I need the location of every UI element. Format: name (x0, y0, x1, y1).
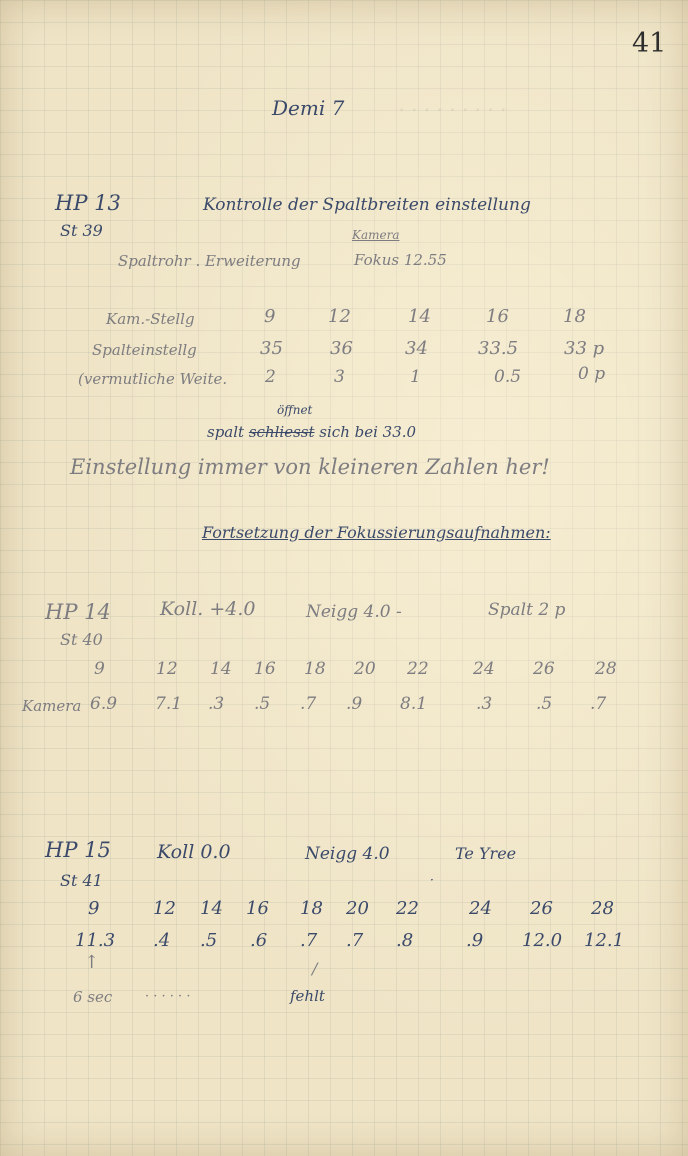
hp13-left-note: Spaltrohr . Erweiterung (118, 252, 301, 270)
hp15-label: HP 15 (45, 838, 111, 862)
hp13-cell: 35 (260, 338, 283, 359)
hp14-value: 6.9 (90, 694, 118, 714)
page-number: 41 (632, 28, 667, 59)
hp15-bottom-dots: · · · · · · (145, 989, 191, 1004)
hp14-row-label: Kamera (22, 697, 82, 715)
hp14-value: .5 (254, 694, 271, 714)
hp13-cell: 16 (486, 306, 509, 327)
hp15-value: 12.1 (584, 930, 625, 951)
hp14-position: 26 (533, 659, 555, 679)
hp14-position: 22 (407, 659, 429, 679)
hp13-cell: 12 (328, 306, 351, 327)
hp13-note (207, 425, 416, 440)
hp13-cell: 0.5 (494, 367, 522, 387)
hp14-position: 12 (156, 659, 178, 679)
hp15-param: Koll 0.0 (157, 841, 231, 863)
header-note: Demi 7 (272, 96, 345, 120)
hp14-position: 18 (304, 659, 326, 679)
hp13-row-label: (vermutliche Weite. (78, 370, 228, 388)
hp14-value: 7.1 (155, 694, 183, 714)
hp15-value: .9 (466, 930, 484, 951)
bleed-through: · · · · · · · · · (398, 98, 507, 122)
hp14-position: 24 (473, 659, 495, 679)
hp14-value: .7 (590, 694, 607, 714)
hp14-position: 9 (94, 659, 105, 679)
hp14-position: 16 (254, 659, 276, 679)
hp15-position: 12 (153, 898, 176, 919)
hp14-position: 28 (595, 659, 617, 679)
hp15-position: 14 (200, 898, 223, 919)
hp15-position: 20 (346, 898, 369, 919)
hp14-value: .9 (346, 694, 363, 714)
hp13-cell: 1 (410, 367, 421, 387)
hp14-value: .5 (536, 694, 553, 714)
hp15-position: 22 (396, 898, 419, 919)
hp15-value: 11.3 (75, 930, 116, 951)
hp15-bottom-left: 6 sec (73, 988, 113, 1006)
hp15-position: 28 (591, 898, 614, 919)
hp15-value: .5 (200, 930, 218, 951)
hp13-cell: 14 (408, 306, 431, 327)
hp14-param: Spalt 2 p (488, 600, 566, 620)
hp15-position: 24 (469, 898, 492, 919)
hp14-position: 20 (354, 659, 376, 679)
hp14-value: 8.1 (400, 694, 428, 714)
hp13-note-prefix: spalt (207, 423, 245, 441)
hp13-cell: 0 p (578, 364, 606, 384)
hp15-value: .6 (250, 930, 268, 951)
hp13-focus-note: Fokus 12.55 (354, 251, 447, 269)
hp13-note-suffix: sich bei 33.0 (319, 423, 417, 441)
hp13-note-struck: schliesst (248, 423, 315, 441)
hp14-plate: St 40 (60, 630, 103, 649)
hp15-value: .7 (346, 930, 364, 951)
hp13-cell: 9 (264, 306, 276, 327)
hp13-cell: 2 (265, 367, 276, 387)
hp13-cell: 33.5 (478, 338, 519, 359)
hp15-param: Neigg 4.0 (305, 844, 390, 864)
hp13-cell: 3 (334, 367, 345, 387)
hp13-plate: St 39 (60, 221, 103, 240)
hp15-tick: / (312, 959, 318, 978)
hp13-note-above: öffnet (277, 403, 313, 417)
hp15-value: 12.0 (522, 930, 563, 951)
hp14-position: 14 (210, 659, 232, 679)
hp14-param: Koll. +4.0 (160, 598, 256, 620)
hp14-value: .3 (208, 694, 225, 714)
hp15-dot: · (430, 873, 434, 887)
hp14-param: Neigg 4.0 - (306, 602, 402, 622)
hp15-bottom-note: fehlt (290, 987, 325, 1005)
hp14-value: .3 (476, 694, 493, 714)
hp15-plate: St 41 (60, 871, 103, 890)
hp13-cell: 18 (563, 306, 586, 327)
hp13-cell: 33 p (564, 338, 605, 359)
hp13-label: HP 13 (55, 191, 121, 215)
hp14-value: .7 (300, 694, 317, 714)
hp13-cell: 34 (405, 338, 428, 359)
hp15-param: Te Yree (455, 844, 517, 863)
hp14-label: HP 14 (45, 600, 111, 624)
hp15-arrow-icon: ↑ (84, 952, 100, 973)
hp15-value: .7 (300, 930, 318, 951)
hp13-cell: 36 (330, 338, 353, 359)
hp15-position: 16 (246, 898, 269, 919)
hp15-value: .4 (153, 930, 171, 951)
hp13-row-label: Spalteinstellg (92, 341, 197, 359)
hp13-title: Kontrolle der Spaltbreiten einstellung (203, 195, 531, 215)
hp15-value: .8 (396, 930, 414, 951)
hp13-row-label: Kam.-Stellg (106, 310, 195, 328)
hp13-focus-note-above: Kamera (352, 228, 400, 242)
hp15-position: 26 (530, 898, 553, 919)
hp15-position: 9 (88, 898, 100, 919)
section-title: Fortsetzung der Fokussierungsaufnahmen: (202, 523, 551, 542)
hp13-reminder: Einstellung immer von kleineren Zahlen her! (70, 455, 550, 479)
hp15-position: 18 (300, 898, 323, 919)
